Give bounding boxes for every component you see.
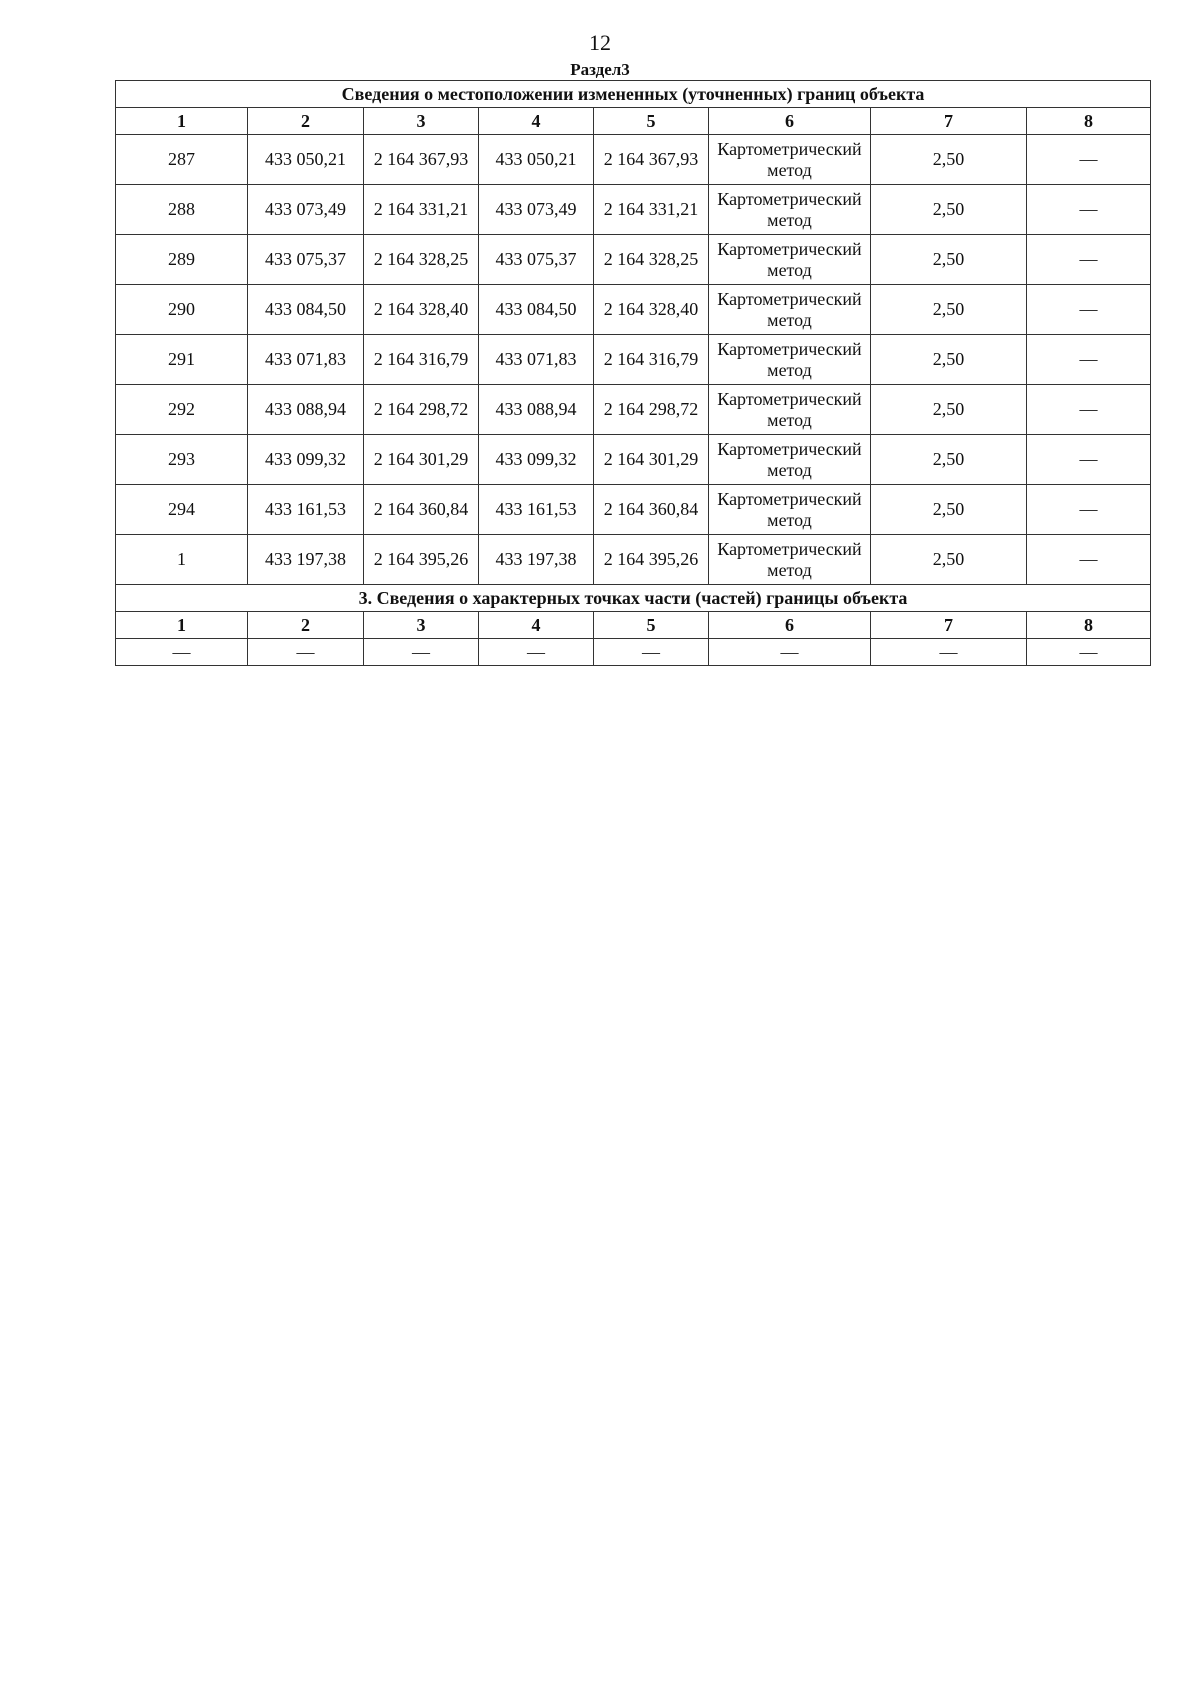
cell-y2: 2 164 395,26 xyxy=(594,535,709,585)
cell-accuracy: 2,50 xyxy=(871,435,1027,485)
table-row xyxy=(116,535,1151,585)
cell-method: Картометрический метод xyxy=(709,285,871,335)
cell-accuracy: 2,50 xyxy=(871,235,1027,285)
table-row xyxy=(116,185,1151,235)
cell-x1: 433 088,94 xyxy=(248,385,364,435)
column-number: 8 xyxy=(1027,108,1151,135)
cell-point: 288 xyxy=(116,185,248,235)
column-number: 3 xyxy=(364,612,479,639)
cell-note: — xyxy=(1027,385,1151,435)
column-number: 6 xyxy=(709,612,871,639)
cell-point: 294 xyxy=(116,485,248,535)
cell-method: Картометрический метод xyxy=(709,535,871,585)
empty-cell: — xyxy=(248,639,364,666)
table-row xyxy=(116,639,1151,666)
table1-caption-row xyxy=(116,81,1151,108)
cell-note: — xyxy=(1027,235,1151,285)
cell-y2: 2 164 301,29 xyxy=(594,435,709,485)
page-number: 12 xyxy=(589,30,611,55)
cell-note: — xyxy=(1027,285,1151,335)
cell-y2: 2 164 298,72 xyxy=(594,385,709,435)
column-number: 8 xyxy=(1027,612,1151,639)
cell-y2: 2 164 331,21 xyxy=(594,185,709,235)
cell-x1: 433 099,32 xyxy=(248,435,364,485)
cell-point: 291 xyxy=(116,335,248,385)
column-number: 6 xyxy=(709,108,871,135)
empty-cell: — xyxy=(1027,639,1151,666)
cell-x2: 433 073,49 xyxy=(479,185,594,235)
column-number: 1 xyxy=(116,612,248,639)
cell-y2: 2 164 316,79 xyxy=(594,335,709,385)
cell-y1: 2 164 367,93 xyxy=(364,135,479,185)
table1-caption: Сведения о местоположении измененных (уточненных) границ объекта xyxy=(116,81,1151,108)
empty-cell: — xyxy=(479,639,594,666)
table-row xyxy=(116,235,1151,285)
empty-cell: — xyxy=(364,639,479,666)
table-row xyxy=(116,435,1151,485)
table2-caption-row xyxy=(116,585,1151,612)
cell-y2: 2 164 360,84 xyxy=(594,485,709,535)
cell-y1: 2 164 301,29 xyxy=(364,435,479,485)
table2-header-row xyxy=(116,612,1151,639)
cell-accuracy: 2,50 xyxy=(871,185,1027,235)
cell-y1: 2 164 328,40 xyxy=(364,285,479,335)
cell-note: — xyxy=(1027,185,1151,235)
column-number: 2 xyxy=(248,612,364,639)
cell-y1: 2 164 395,26 xyxy=(364,535,479,585)
cell-y1: 2 164 328,25 xyxy=(364,235,479,285)
cell-x1: 433 084,50 xyxy=(248,285,364,335)
cell-method: Картометрический метод xyxy=(709,435,871,485)
cell-x2: 433 050,21 xyxy=(479,135,594,185)
empty-cell: — xyxy=(594,639,709,666)
empty-cell: — xyxy=(116,639,248,666)
cell-note: — xyxy=(1027,485,1151,535)
cell-method: Картометрический метод xyxy=(709,485,871,535)
cell-accuracy: 2,50 xyxy=(871,385,1027,435)
table-row xyxy=(116,285,1151,335)
cell-x2: 433 071,83 xyxy=(479,335,594,385)
column-number: 5 xyxy=(594,108,709,135)
cell-x1: 433 161,53 xyxy=(248,485,364,535)
table-row xyxy=(116,135,1151,185)
column-number: 2 xyxy=(248,108,364,135)
cell-accuracy: 2,50 xyxy=(871,485,1027,535)
table2-caption: 3. Сведения о характерных точках части (частей) границы объекта xyxy=(116,585,1151,612)
cell-y2: 2 164 367,93 xyxy=(594,135,709,185)
column-number: 5 xyxy=(594,612,709,639)
cell-point: 287 xyxy=(116,135,248,185)
cell-accuracy: 2,50 xyxy=(871,135,1027,185)
cell-x1: 433 071,83 xyxy=(248,335,364,385)
table1-header-row xyxy=(116,108,1151,135)
cell-x2: 433 075,37 xyxy=(479,235,594,285)
table-row xyxy=(116,335,1151,385)
column-number: 7 xyxy=(871,108,1027,135)
cell-method: Картометрический метод xyxy=(709,185,871,235)
cell-x1: 433 050,21 xyxy=(248,135,364,185)
cell-y1: 2 164 316,79 xyxy=(364,335,479,385)
cell-point: 293 xyxy=(116,435,248,485)
cell-note: — xyxy=(1027,435,1151,485)
cell-accuracy: 2,50 xyxy=(871,285,1027,335)
cell-x1: 433 075,37 xyxy=(248,235,364,285)
column-number: 4 xyxy=(479,108,594,135)
cell-y1: 2 164 331,21 xyxy=(364,185,479,235)
cell-note: — xyxy=(1027,535,1151,585)
cell-accuracy: 2,50 xyxy=(871,335,1027,385)
cell-point: 1 xyxy=(116,535,248,585)
cell-y2: 2 164 328,25 xyxy=(594,235,709,285)
cell-method: Картометрический метод xyxy=(709,235,871,285)
column-number: 7 xyxy=(871,612,1027,639)
cell-x1: 433 197,38 xyxy=(248,535,364,585)
empty-cell: — xyxy=(709,639,871,666)
cell-y1: 2 164 298,72 xyxy=(364,385,479,435)
boundary-table xyxy=(115,80,1151,666)
cell-x2: 433 099,32 xyxy=(479,435,594,485)
column-number: 3 xyxy=(364,108,479,135)
cell-method: Картометрический метод xyxy=(709,335,871,385)
table-row xyxy=(116,485,1151,535)
cell-note: — xyxy=(1027,335,1151,385)
cell-point: 290 xyxy=(116,285,248,335)
cell-x2: 433 088,94 xyxy=(479,385,594,435)
empty-cell: — xyxy=(871,639,1027,666)
cell-x2: 433 084,50 xyxy=(479,285,594,335)
column-number: 4 xyxy=(479,612,594,639)
table-row xyxy=(116,385,1151,435)
cell-x2: 433 161,53 xyxy=(479,485,594,535)
column-number: 1 xyxy=(116,108,248,135)
cell-y1: 2 164 360,84 xyxy=(364,485,479,535)
cell-point: 292 xyxy=(116,385,248,435)
section-title: Раздел3 xyxy=(570,60,630,79)
cell-y2: 2 164 328,40 xyxy=(594,285,709,335)
cell-point: 289 xyxy=(116,235,248,285)
cell-x2: 433 197,38 xyxy=(479,535,594,585)
cell-note: — xyxy=(1027,135,1151,185)
cell-accuracy: 2,50 xyxy=(871,535,1027,585)
cell-method: Картометрический метод xyxy=(709,135,871,185)
cell-method: Картометрический метод xyxy=(709,385,871,435)
cell-x1: 433 073,49 xyxy=(248,185,364,235)
